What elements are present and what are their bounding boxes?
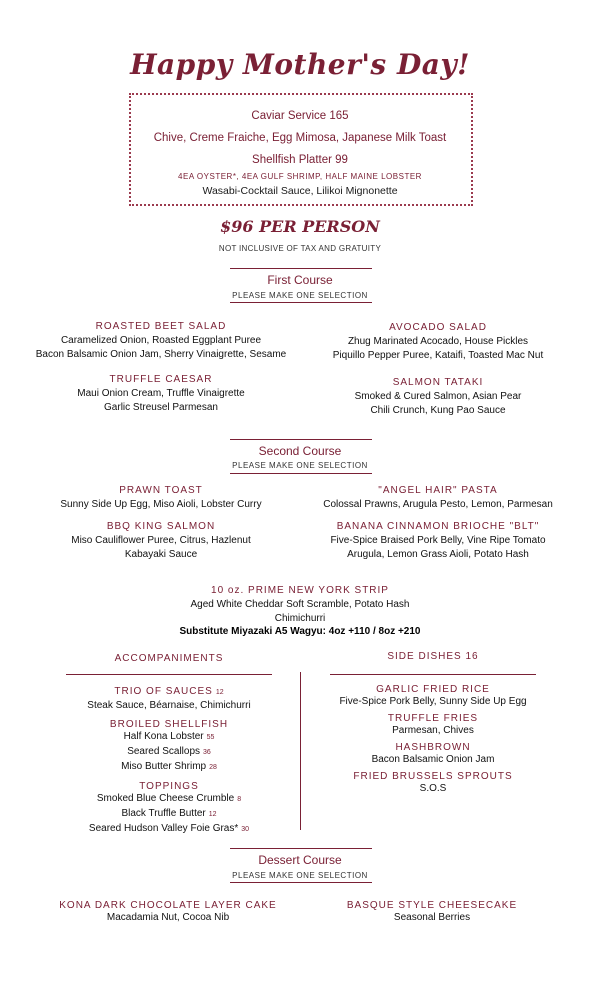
item-name: TRUFFLE FRIES [387, 713, 479, 724]
divider [330, 674, 536, 675]
item-name: KONA DARK CHOCOLATE LAYER CAKE [59, 900, 277, 911]
divider [230, 439, 372, 440]
dessert-left [36, 900, 300, 925]
item-name: ROASTED BEET SALAD [95, 321, 227, 332]
item-desc: Miso Cauliflower Puree, Citrus, Hazlenut [71, 535, 251, 546]
divider [230, 473, 372, 474]
item-desc: Seared Hudson Valley Foie Gras* [88, 823, 239, 834]
side-dishes-list [320, 684, 546, 796]
divider [230, 268, 372, 269]
item-desc: Five-Spice Braised Pork Belly, Vine Ripe Tomato [330, 535, 546, 546]
divider [230, 302, 372, 303]
second-course-subtitle: PLEASE MAKE ONE SELECTION [232, 461, 368, 470]
page-title: Happy Mother's Day! [130, 48, 470, 81]
item-name: 10 oz. PRIME NEW YORK STRIP [211, 585, 389, 596]
side-dishes-title: SIDE DISHES 16 [387, 651, 479, 662]
item-desc: Chimichurri [274, 613, 326, 624]
item-desc: Caramelized Onion, Roasted Eggplant Puree [60, 335, 262, 346]
wagyu-substitute: Substitute Miyazaki A5 Wagyu: 4oz +110 / 8oz +210 [179, 626, 421, 637]
item-desc: S.O.S [419, 783, 447, 794]
first-course-right [300, 322, 576, 418]
divider [66, 674, 272, 675]
second-course-left [0, 485, 322, 562]
item-name: BANANA CINNAMON BRIOCHE "BLT" [336, 521, 540, 532]
item-name: FRIED BRUSSELS SPROUTS [353, 771, 513, 782]
divider [230, 882, 372, 883]
item-desc: Half Kona Lobster [123, 731, 204, 742]
item-desc: Arugula, Lemon Grass Aioli, Potato Hash [347, 549, 529, 560]
shellfish-desc: Wasabi-Cocktail Sauce, Lilikoi Mignonette [202, 185, 398, 197]
item-name: TOPPINGS [139, 781, 199, 792]
item-desc: Macadamia Nut, Cocoa Nib [106, 912, 230, 923]
item-price: 28 [209, 764, 217, 771]
item-name: HASHBROWN [395, 742, 471, 753]
first-course-left [0, 321, 322, 415]
caviar-service: Caviar Service 165 [251, 110, 349, 122]
item-name: AVOCADO SALAD [389, 322, 487, 333]
item-desc: Bacon Balsamic Onion Jam, Sherry Vinaigrette, Sesame [35, 349, 287, 360]
item-desc: Parmesan, Chives [392, 725, 474, 736]
item-name: "ANGEL HAIR" PASTA [378, 485, 498, 496]
second-course-title: Second Course [258, 444, 342, 458]
item-desc: Chili Crunch, Kung Pao Sauce [370, 405, 506, 416]
shellfish-platter: Shellfish Platter 99 [252, 154, 348, 166]
dessert-course-subtitle: PLEASE MAKE ONE SELECTION [232, 871, 368, 880]
item-price: 30 [241, 826, 250, 833]
item-price: 12 [208, 811, 217, 818]
item-desc: Aged White Cheddar Soft Scramble, Potato Hash [190, 599, 410, 610]
ny-strip [0, 585, 600, 637]
first-course-title: First Course [267, 273, 333, 287]
price-label: $96 PER PERSON [220, 217, 380, 236]
item-desc: Piquillo Pepper Puree, Kataifi, Toasted Mac Nut [332, 350, 544, 361]
item-name: TRUFFLE CAESAR [109, 374, 213, 385]
item-desc: Garlic Streusel Parmesan [104, 402, 218, 413]
item-name: GARLIC FRIED RICE [376, 684, 490, 695]
first-course-subtitle: PLEASE MAKE ONE SELECTION [232, 291, 368, 300]
item-name: TRIO OF SAUCES [114, 686, 213, 697]
item-desc: Five-Spice Pork Belly, Sunny Side Up Egg [339, 696, 527, 707]
item-name: PRAWN TOAST [119, 485, 203, 496]
accompaniments-title: ACCOMPANIMENTS [114, 653, 224, 664]
item-price: 36 [203, 749, 211, 756]
item-desc: Colossal Prawns, Arugula Pesto, Lemon, Parmesan [323, 499, 553, 510]
dessert-right [316, 900, 548, 925]
item-name: SALMON TATAKI [392, 377, 484, 388]
item-desc: Smoked Blue Cheese Crumble [96, 793, 235, 804]
item-name: BROILED SHELLFISH [109, 719, 229, 730]
column-divider [300, 672, 301, 830]
price-note: NOT INCLUSIVE OF TAX AND GRATUITY [218, 244, 382, 253]
item-desc: Sunny Side Up Egg, Miso Aioli, Lobster Curry [60, 499, 262, 510]
dessert-course-title: Dessert Course [258, 853, 342, 867]
item-desc: Zhug Marinated Acocado, House Pickles [347, 336, 529, 347]
item-desc: Steak Sauce, Béarnaise, Chimichurri [87, 700, 251, 711]
item-desc: Smoked & Cured Salmon, Asian Pear [354, 391, 522, 402]
item-desc: Kabayaki Sauce [124, 549, 198, 560]
item-desc: Maui Onion Cream, Truffle Vinaigrette [77, 388, 245, 399]
item-desc: Miso Butter Shrimp [121, 761, 207, 772]
caviar-desc: Chive, Creme Fraiche, Egg Mimosa, Japanese Milk Toast [153, 132, 447, 144]
item-desc: Seasonal Berries [393, 912, 471, 923]
item-price: 8 [237, 796, 242, 803]
divider [230, 848, 372, 849]
item-desc: Bacon Balsamic Onion Jam [371, 754, 495, 765]
item-price: 55 [206, 734, 215, 741]
item-name: BASQUE STYLE CHEESECAKE [346, 900, 518, 911]
item-price: 12 [215, 689, 224, 696]
second-course-right [300, 485, 576, 562]
item-desc: Seared Scallops [127, 746, 201, 757]
item-name: BBQ KING SALMON [106, 521, 216, 532]
accompaniments-list [66, 681, 272, 837]
shellfish-items: 4EA OYSTER*, 4EA GULF SHRIMP, HALF MAINE LOBSTER [178, 172, 422, 181]
item-desc: Black Truffle Butter [121, 808, 206, 819]
